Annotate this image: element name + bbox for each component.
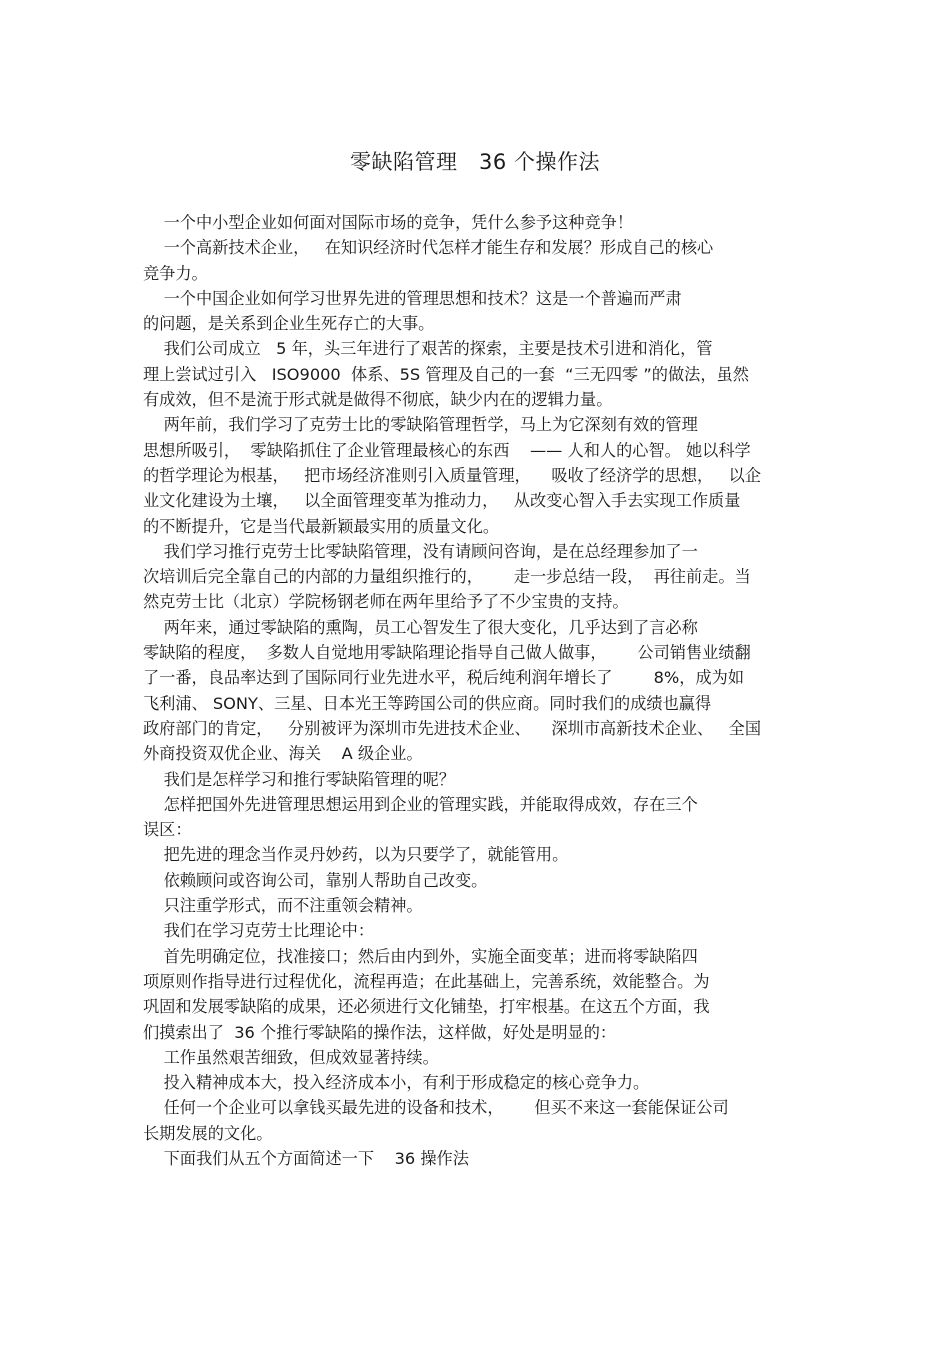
- text-line: 两年前，我们学习了克劳士比的零缺陷管理哲学，马上为它深刻有效的管理: [143, 415, 698, 435]
- text-line: 一个中国企业如何学习世界先进的管理思想和技术？这是一个普遍而严肃: [143, 288, 682, 308]
- text-line: 我们公司成立 5 年，头三年进行了艰苦的探索，主要是技术引进和消化，管: [143, 339, 713, 359]
- text-line: 飞利浦、 SONY、三星、日本光王等跨国公司的供应商。同时我们的成绩也赢得: [143, 693, 712, 713]
- text-line: 投入精神成本大，投入经济成本小，有利于形成稳定的核心竞争力。: [143, 1073, 650, 1093]
- text-line: 一个高新技术企业， 在知识经济时代怎样才能生存和发展？形成自己的核心: [143, 238, 714, 258]
- text-line: 只注重学形式，而不注重领会精神。: [143, 896, 423, 916]
- text-line: 理上尝试过引入 ISO9000 体系、5S 管理及自己的一套 “三无四零 ”的做法，虽然: [143, 364, 749, 384]
- text-line: 把先进的理念当作灵丹妙药，以为只要学了，就能管用。: [143, 845, 569, 865]
- text-line: 了一番，良品率达到了国际同行业先进水平，税后纯利润年增长了 8%，成为如: [143, 668, 745, 688]
- text-line: 外商投资双优企业、海关 A 级企业。: [143, 744, 423, 764]
- text-line: 次培训后完全靠自己的内部的力量组织推行的， 走一步总结一段， 再往前走。当: [143, 567, 751, 587]
- text-line: 的问题，是关系到企业生死存亡的大事。: [143, 314, 435, 334]
- text-line: 竞争力。: [143, 263, 208, 283]
- text-line: 政府部门的肯定， 分别被评为深圳市先进技术企业、 深圳市高新技术企业、 全国: [143, 718, 762, 738]
- text-line: 项原则作指导进行过程优化，流程再造；在此基础上，完善系统，效能整合。为: [143, 971, 710, 991]
- text-line: 两年来，通过零缺陷的熏陶，员工心智发生了很大变化，几乎达到了言必称: [143, 617, 698, 637]
- text-line: 我们在学习克劳士比理论中：: [143, 921, 375, 941]
- text-line: 我们是怎样学习和推行零缺陷管理的呢？: [143, 769, 455, 789]
- text-line: 有成效，但不是流于形式就是做得不彻底，缺少内在的逻辑力量。: [143, 390, 613, 410]
- text-line: 的不断提升，它是当代最新颖最实用的质量文化。: [143, 516, 500, 536]
- text-line: 的哲学理论为根基， 把市场经济准则引入质量管理， 吸收了经济学的思想， 以企: [143, 465, 762, 485]
- text-line: 怎样把国外先进管理思想运用到企业的管理实践，并能取得成效，存在三个: [143, 794, 698, 814]
- text-line: 任何一个企业可以拿钱买最先进的设备和技术， 但买不来这一套能保证公司: [143, 1098, 729, 1118]
- text-line: 误区：: [143, 820, 192, 840]
- text-line: 思想所吸引， 零缺陷抓住了企业管理最核心的东西 —— 人和人的心智。 她以科学: [143, 440, 751, 460]
- text-line: 下面我们从五个方面简述一下 36 操作法: [143, 1148, 469, 1168]
- text-line: 首先明确定位，找准接口；然后由内到外，实施全面变革；进而将零缺陷四: [143, 946, 698, 966]
- text-line: 一个中小型企业如何面对国际市场的竞争，凭什么参予这种竞争！: [143, 213, 634, 232]
- text-line: 工作虽然艰苦细致，但成效显著持续。: [143, 1047, 439, 1067]
- document-title: 零缺陷管理 36 个操作法: [350, 150, 600, 174]
- text-line: 业文化建设为土壤， 以全面管理变革为推动力， 从改变心智入手去实现工作质量: [143, 491, 741, 511]
- document-body: [143, 210, 807, 1171]
- text-line: 依赖顾问或咨询公司，靠别人帮助自己改变。: [143, 870, 488, 890]
- text-line: 我们学习推行克劳士比零缺陷管理，没有请顾问咨询，是在总经理参加了一: [143, 541, 698, 561]
- text-line: 长期发展的文化。: [143, 1123, 273, 1143]
- text-line: 零缺陷的程度， 多数人自觉地用零缺陷理论指导自己做人做事， 公司销售业绩翻: [143, 643, 751, 663]
- text-line: 巩固和发展零缺陷的成果，还必须进行文化铺垫，打牢根基。在这五个方面，我: [143, 997, 710, 1017]
- text-line: 然克劳士比（北京）学院杨钢老师在两年里给予了不少宝贵的支持。: [143, 592, 629, 612]
- text-line: 们摸索出了 36 个推行零缺陷的操作法，这样做，好处是明显的：: [143, 1022, 617, 1042]
